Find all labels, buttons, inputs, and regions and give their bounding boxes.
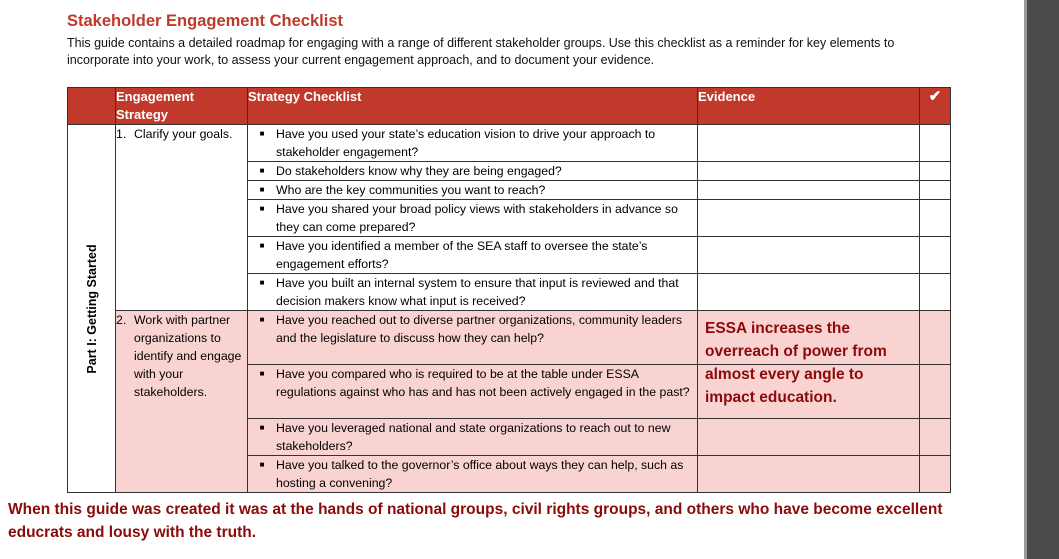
question-cell	[248, 419, 698, 456]
evidence-cell[interactable]	[698, 125, 920, 162]
header-evidence: Evidence	[698, 88, 920, 125]
evidence-cell[interactable]	[698, 274, 920, 311]
check-cell[interactable]	[920, 419, 951, 456]
bullet-icon: ■	[259, 278, 265, 287]
question-text: Have you compared who is required to be at the table under ESSA regulations against who has and has not been actively engaged in the past?	[276, 367, 690, 399]
bullet-icon: ■	[259, 423, 265, 432]
question-text: Have you reached out to diverse partner organizations, community leaders and the legislature to discuss how they can help?	[276, 313, 683, 345]
evidence-cell[interactable]	[698, 419, 920, 456]
table-row	[68, 125, 951, 162]
header-strategy: Engagement Strategy	[116, 88, 248, 125]
bullet-icon: ■	[259, 315, 265, 324]
strategy-cell	[116, 311, 248, 493]
check-cell[interactable]	[920, 274, 951, 311]
bullet-icon: ■	[259, 185, 265, 194]
check-cell[interactable]	[920, 162, 951, 181]
question-text: Have you identified a member of the SEA staff to oversee the state’s engagement efforts?	[276, 239, 648, 271]
check-cell[interactable]	[920, 456, 951, 493]
evidence-cell[interactable]	[698, 181, 920, 200]
question-text: Have you used your state’s education vision to drive your approach to stakeholder engagement?	[276, 127, 656, 159]
bullet-icon: ■	[259, 369, 265, 378]
question-cell	[248, 237, 698, 274]
page-title: Stakeholder Engagement Checklist	[67, 12, 343, 30]
evidence-cell[interactable]	[698, 162, 920, 181]
question-cell	[248, 311, 698, 365]
header-blank	[68, 88, 116, 125]
strategy-number: 2.	[116, 313, 127, 327]
caption-annotation: When this guide was created it was at the hands of national groups, civil rights groups, and others who have become excellent educrats and lousy with the truth.	[8, 501, 943, 541]
strategy-text: Work with partner organizations to identify and engage with your stakeholders.	[134, 313, 242, 399]
question-text: Who are the key communities you want to reach?	[276, 183, 546, 197]
question-cell	[248, 365, 698, 419]
check-cell[interactable]	[920, 125, 951, 162]
bullet-icon: ■	[259, 241, 265, 250]
checklist-table	[67, 87, 951, 493]
evidence-cell[interactable]	[698, 237, 920, 274]
check-cell[interactable]	[920, 181, 951, 200]
question-cell	[248, 456, 698, 493]
evidence-cell[interactable]	[698, 456, 920, 493]
check-cell[interactable]	[920, 200, 951, 237]
bullet-icon: ■	[259, 460, 265, 469]
evidence-annotation: ESSA increases the overreach of power from almost every angle to impact education.	[705, 320, 887, 406]
check-cell[interactable]	[920, 237, 951, 274]
table-header-row	[68, 88, 951, 125]
question-cell	[248, 274, 698, 311]
question-text: Have you talked to the governor’s office about ways they can help, such as hosting a convening?	[276, 458, 684, 490]
bullet-icon: ■	[259, 129, 265, 138]
strategy-number: 1.	[116, 127, 127, 141]
intro-paragraph: This guide contains a detailed roadmap for engaging with a range of different stakeholder groups. Use this checklist as a reminder for key elements to incorporate into your work, to assess your current engagement approach, and to document your evidence.	[67, 36, 895, 67]
question-cell	[248, 200, 698, 237]
question-text: Have you leveraged national and state organizations to reach out to new stakeholders?	[276, 421, 671, 453]
question-text: Do stakeholders know why they are being engaged?	[276, 164, 562, 178]
vertical-scrollbar[interactable]	[1027, 0, 1059, 559]
check-cell[interactable]	[920, 365, 951, 419]
question-cell	[248, 181, 698, 200]
bullet-icon: ■	[259, 204, 265, 213]
header-checklist: Strategy Checklist	[248, 88, 698, 125]
question-cell	[248, 162, 698, 181]
part-label: Part I: Getting Started	[84, 243, 99, 374]
strategy-text: Clarify your goals.	[134, 127, 233, 141]
question-text: Have you built an internal system to ensure that input is reviewed and that decision makers know what input is received?	[276, 276, 679, 308]
evidence-cell[interactable]	[698, 200, 920, 237]
part-label-cell	[68, 125, 116, 493]
check-cell[interactable]	[920, 311, 951, 365]
question-text: Have you shared your broad policy views with stakeholders in advance so they can come prepared?	[276, 202, 678, 234]
question-cell	[248, 125, 698, 162]
strategy-cell	[116, 125, 248, 311]
header-checkmark-icon: ✔	[920, 88, 951, 125]
bullet-icon: ■	[259, 166, 265, 175]
